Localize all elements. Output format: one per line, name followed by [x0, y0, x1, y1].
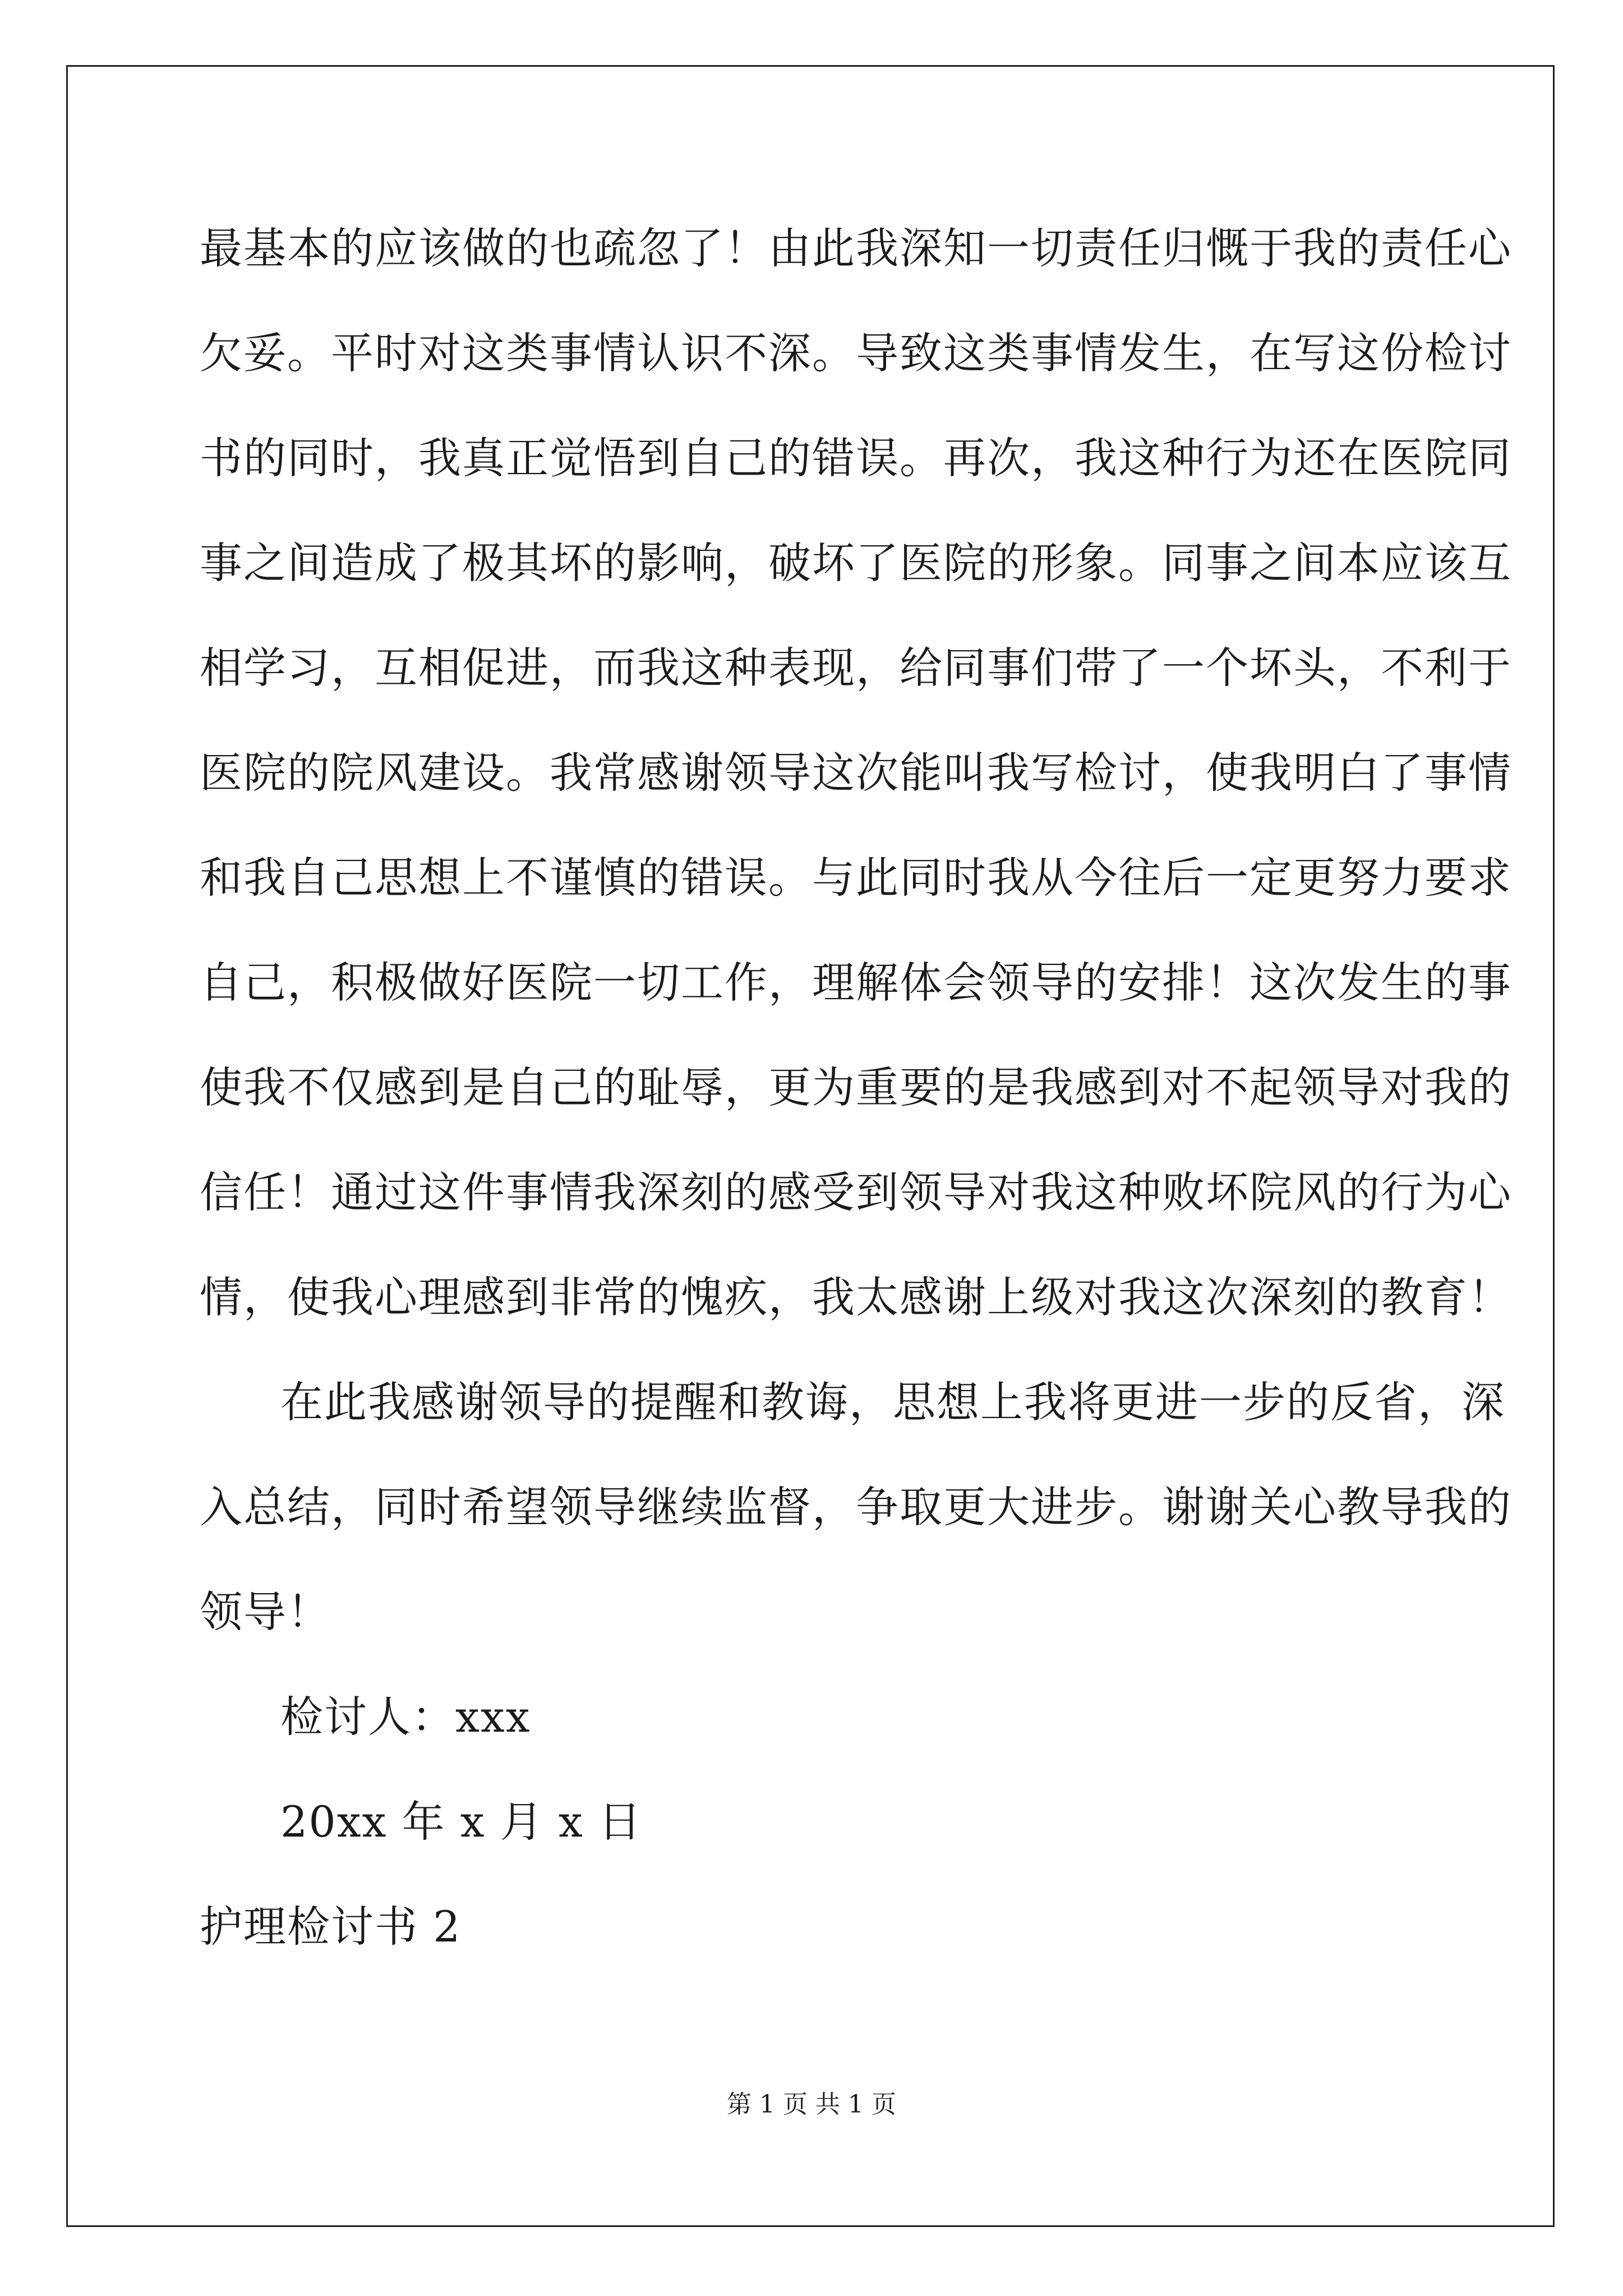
date-line: 20xx 年 x 月 x 日 [280, 1797, 642, 1847]
paragraph-line: 信任！通过这件事情我深刻的感受到领导对我这种败坏院风的行为心 [200, 1167, 1512, 1217]
page-footer: 第 1 页 共 1 页 [727, 2090, 896, 2119]
paragraph-line: 书的同时，我真正觉悟到自己的错误。再次，我这种行为还在医院同 [200, 433, 1512, 483]
section-heading: 护理检讨书 2 [200, 1902, 462, 1952]
paragraph-line: 相学习，互相促进，而我这种表现，给同事们带了一个坏头，不利于 [200, 643, 1512, 693]
paragraph-line: 入总结，同时希望领导继续监督，争取更大进步。谢谢关心教导我的 [200, 1482, 1512, 1532]
paragraph-line: 欠妥。平时对这类事情认识不深。导致这类事情发生，在写这份检讨 [200, 328, 1512, 378]
paragraph-line: 最基本的应该做的也疏忽了！由此我深知一切责任归慨于我的责任心 [200, 223, 1512, 273]
paragraph-line: 自己，积极做好医院一切工作，理解体会领导的安排！这次发生的事 [200, 958, 1512, 1007]
paragraph-line: 医院的院风建设。我常感谢领导这次能叫我写检讨，使我明白了事情 [200, 748, 1512, 798]
signature-line: 检讨人：xxx [280, 1692, 531, 1742]
paragraph-line: 使我不仅感到是自己的耻辱，更为重要的是我感到对不起领导对我的 [200, 1062, 1512, 1112]
paragraph-line: 领导！ [200, 1587, 331, 1637]
paragraph-line: 和我自己思想上不谨慎的错误。与此同时我从今往后一定更努力要求 [200, 853, 1512, 903]
paragraph-line: 事之间造成了极其坏的影响，破坏了医院的形象。同事之间本应该互 [200, 538, 1512, 588]
paragraph-line: 在此我感谢领导的提醒和教诲，思想上我将更进一步的反省，深 [280, 1377, 1505, 1427]
paragraph-line: 情，使我心理感到非常的愧疚，我太感谢上级对我这次深刻的教育！ [200, 1272, 1512, 1322]
